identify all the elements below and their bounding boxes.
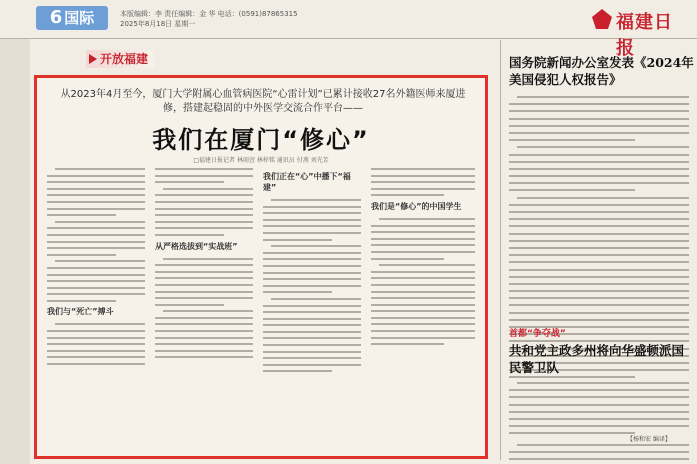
featured-article[interactable] xyxy=(34,75,488,459)
logo-text: 福建日报 xyxy=(616,12,673,59)
article-body xyxy=(47,168,477,452)
masthead-info xyxy=(120,9,298,29)
article-headline: 我们在厦门“修心” xyxy=(152,126,370,154)
column-divider xyxy=(500,40,501,460)
right-article-2-author: 【杨和宏 编译】 xyxy=(627,436,671,443)
right-column xyxy=(507,38,697,464)
column-label: 开放福建 xyxy=(86,50,154,68)
article-column-1 xyxy=(47,168,145,452)
section-head: 从严格选拔到“实战班” xyxy=(155,241,238,251)
section-tab xyxy=(36,6,108,30)
article-subhead: 从2023年4月至今，厦门大学附属心血管病医院“心雷计划”已累计接收27名外籍医师来厦进修，搭建起稳固的中外医学交流合作平台—— xyxy=(60,89,466,114)
section-head: 我们正在“心”中播下“福建” xyxy=(263,172,351,192)
article-column-4 xyxy=(371,168,475,452)
section-head: 我们是“修心”的中国学生 xyxy=(371,201,462,211)
masthead-date: 2025年8月18日 星期一 xyxy=(120,20,196,28)
page-margin xyxy=(0,38,30,464)
section-number: 6 xyxy=(49,7,63,28)
right-headline-1[interactable]: 国务院新闻办公室发表《2024年美国侵犯人权报告》 xyxy=(509,55,694,87)
right-article-1-body xyxy=(509,96,689,384)
right-headline-2[interactable]: 共和党主政多州将向华盛顿派国民警卫队 xyxy=(509,343,685,375)
right-article-2-body xyxy=(509,382,689,440)
masthead-info-line1: 本版编辑：李 责任编辑：金 华 电话：(0591)87865315 xyxy=(120,10,298,18)
article-byline: □福建日报记者 林雨萱 林梓铭 通讯员 付燕 刘光芳 xyxy=(193,157,329,164)
newspaper-logo xyxy=(592,6,684,59)
article-column-3 xyxy=(263,168,361,452)
section-name: 国际 xyxy=(64,9,95,27)
right-column-tag: 首都“争夺战” xyxy=(509,329,566,339)
logo-mark-icon xyxy=(592,9,612,29)
article-column-2 xyxy=(155,168,253,452)
right-article-2-body-cont xyxy=(509,444,689,464)
section-head: 我们与“死亡”搏斗 xyxy=(47,307,114,317)
